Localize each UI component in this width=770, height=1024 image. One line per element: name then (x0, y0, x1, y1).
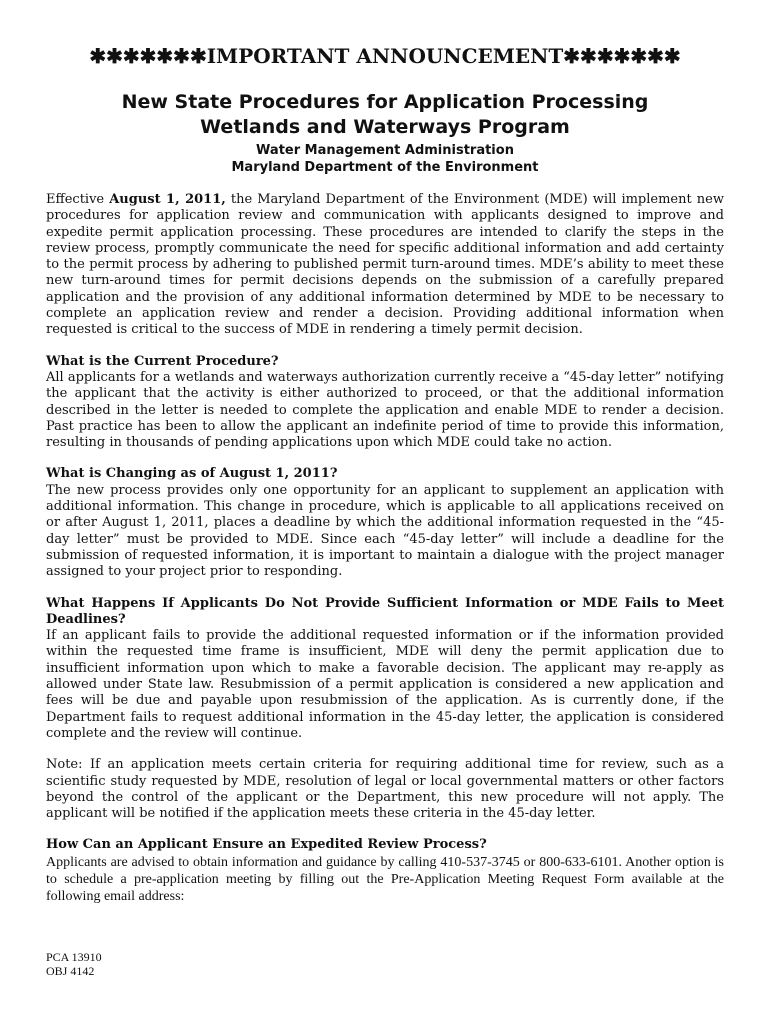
note-paragraph: Note: If an application meets certain criteria for requiring additional time for review, such as a scientific study requested by MDE, resolution of legal or local governmental matters or other factors beyond the control of the applicant or the Department, this new procedure will not apply. The applicant will be notified if the application meets these criteria in the 45-day letter. (46, 757, 724, 822)
section-body-current-procedure: All applicants for a wetlands and waterways authorization currently receive a “45-day letter” notifying the applicant that the activity is either authorized to proceed, or that the additional information described in the letter is needed to complete the application and enable MDE to render a decision. Past practice has been to allow the applicant an indefinite period of time to provide this information, resulting in thousands of pending applications upon which MDE could take no action. (46, 369, 724, 451)
intro-date: August 1, 2011, (109, 192, 226, 207)
intro-prefix: Effective (46, 192, 110, 207)
title-line-2: Wetlands and Waterways Program (200, 116, 570, 138)
announcement-banner (46, 44, 724, 68)
section-body-changing: The new process provides only one opportunity for an applicant to supplement an application with additional information. This change in procedure, which is applicable to all applications received on or after August 1, 2011, places a deadline by which the additional information requested in the “45-day letter” must be provided to MDE. Since each “45-day letter” will include a deadline for the submission of requested information, it is important to maintain a dialogue with the project manager assigned to your project prior to responding. (46, 482, 724, 580)
footer-line-1: PCA 13910 (46, 950, 102, 964)
announcement-text: IMPORTANT ANNOUNCEMENT (206, 44, 564, 68)
footer-codes (46, 950, 102, 978)
intro-paragraph (46, 192, 724, 339)
section-heading-expedited: How Can an Applicant Ensure an Expedited Review Process? (46, 837, 487, 853)
section-heading-insufficient-info: What Happens If Applicants Do Not Provide Sufficient Information or MDE Fails to Meet Deadlines? (46, 595, 724, 627)
subtitle-block (46, 142, 724, 176)
title-line-1: New State Procedures for Application Processing (121, 91, 649, 113)
section-body-expedited: Applicants are advised to obtain information and guidance by calling 410-537-3745 or 800-633-6101. Another option is to schedule a pre-application meeting by filling out the Pre-Application Meeting Request Form available at the following email address: (46, 854, 724, 904)
section-heading-changing: What is Changing as of August 1, 2011? (46, 466, 338, 482)
intro-body: the Maryland Department of the Environment (MDE) will implement new procedures for application review and communication with applicants designed to improve and expedite permit application processing. These procedures are intended to clarify the steps in the review process, promptly communicate the need for specific additional information and add certainty to the permit process by adhering to published permit turn-around times. MDE’s ability to meet these new turn-around times for permit decisions depends on the submission of a carefully prepared application and the provision of any additional information determined by MDE to be necessary to complete an application review and render a decision. Providing additional information when requested is critical to the success of MDE in rendering a timely permit decision. (46, 192, 724, 338)
star-icon-row-right: ✱✱✱✱✱✱✱ (563, 44, 681, 68)
subtitle-line-1: Water Management Administration (256, 143, 514, 158)
section-body-insufficient-info: If an applicant fails to provide the additional requested information or if the information provided within the requested time frame is insufficient, MDE will deny the permit application due to insufficient information upon which to make a favorable decision. The applicant may re-apply as allowed under State law. Resubmission of a permit application is considered a new application and fees will be due and payable upon resubmission of the application. As is currently done, if the Department fails to request additional information in the 45-day letter, the application is considered complete and the review will continue. (46, 628, 724, 741)
footer-line-2: OBJ 4142 (46, 964, 95, 978)
section-heading-current-procedure: What is the Current Procedure? (46, 353, 279, 369)
subtitle-line-2: Maryland Department of the Environment (231, 160, 539, 175)
star-icon-row-left: ✱✱✱✱✱✱✱ (89, 44, 207, 68)
document-page (46, 44, 724, 905)
